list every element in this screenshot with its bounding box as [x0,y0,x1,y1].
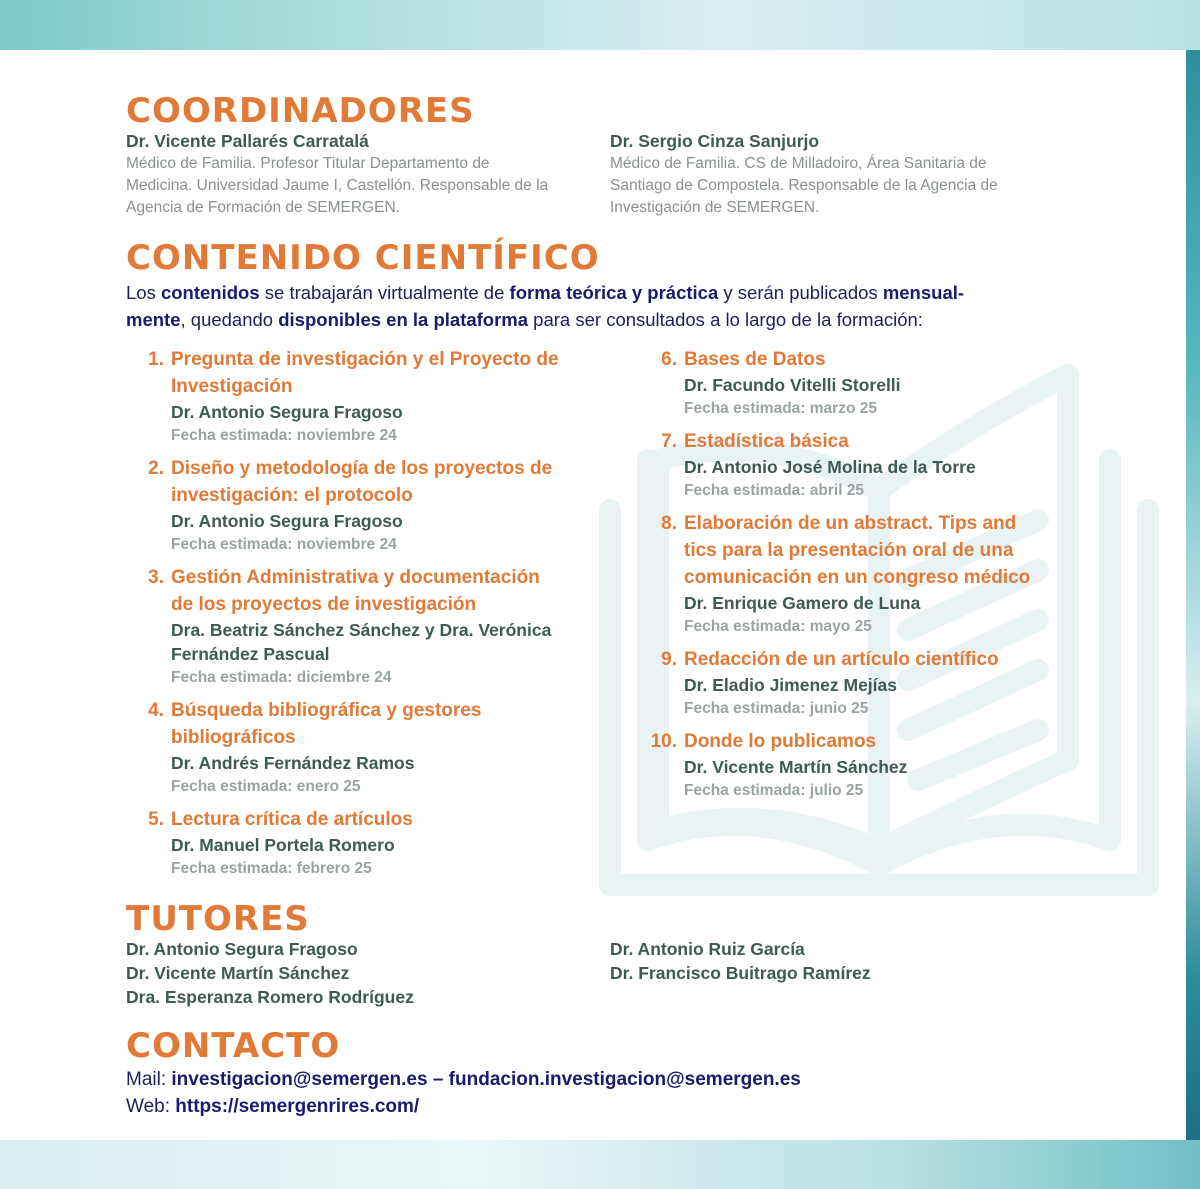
intro-emphasis: mente [126,309,181,330]
intro-text: Los [126,282,161,303]
module-author: Dr. Enrique Gamero de Luna [684,593,921,613]
module-title: Estadística básica [684,431,849,452]
web-label: Web: [126,1096,176,1117]
module-item [126,564,616,689]
intro-text: y serán publicados [718,282,883,303]
module-title: Pregunta de investigación y el Proyecto de [171,349,559,370]
module-date: Fecha estimada: diciembre 24 [171,669,392,686]
module-title: Investigación [171,376,293,397]
module-author: Dr. Antonio José Molina de la Torre [684,457,976,477]
module-date: Fecha estimada: noviembre 24 [171,536,397,553]
module-title: Redacción de un artículo científico [684,649,999,670]
module-number: 7. [661,431,677,452]
module-author: Dr. Andrés Fernández Ramos [171,753,415,773]
module-date: Fecha estimada: enero 25 [171,778,361,795]
module-title: Lectura crítica de artículos [171,809,413,830]
module-item [126,346,616,447]
contact-block [126,1066,801,1120]
module-title: bibliográficos [171,727,296,748]
tutor-name: Dra. Esperanza Romero Rodríguez [126,987,414,1007]
module-author: Dr. Vicente Martín Sánchez [684,757,908,777]
intro-text: se trabajarán virtualmente de [259,282,510,303]
intro-emphasis: disponibles en la plataforma [278,309,529,330]
intro-text: para ser consultados a lo largo de la formación: [528,309,923,330]
module-title: comunicación en un congreso médico [684,567,1031,588]
module-date: Fecha estimada: junio 25 [684,700,869,717]
contenido-heading: CONTENIDO CIENTÍFICO [126,238,600,278]
module-author: Dra. Beatriz Sánchez Sánchez y Dra. Verónica [171,620,552,640]
module-list-left [126,346,616,888]
module-item [126,697,616,798]
module-item [126,806,616,880]
coordinadores-heading: COORDINADORES [126,91,475,131]
module-title: Bases de Datos [684,349,826,370]
top-decorative-band [0,0,1200,50]
module-item [639,510,1109,638]
coordinator-desc-line: Médico de Familia. CS de Milladoiro, Área Sanitaria de [610,155,987,172]
tutor-name: Dr. Antonio Segura Fragoso [126,939,358,959]
tutor-name: Dr. Antonio Ruiz García [610,939,805,959]
tutor-name: Dr. Vicente Martín Sánchez [126,963,350,983]
mail-separator: – [427,1069,449,1090]
intro-emphasis: contenidos [160,282,260,303]
coordinator-name: Dr. Sergio Cinza Sanjurjo [610,131,820,151]
module-author: Dr. Antonio Segura Fragoso [171,511,403,531]
module-date: Fecha estimada: abril 25 [684,482,865,499]
tutores-list-left [126,937,414,1009]
module-number: 10. [650,731,677,752]
contact-web-line [126,1093,801,1120]
module-number: 3. [148,567,164,588]
mail-link[interactable]: fundacion.investigacion@semergen.es [448,1069,801,1090]
module-number: 5. [148,809,164,830]
module-date: Fecha estimada: julio 25 [684,782,864,799]
module-item [639,346,1109,420]
module-item [639,728,1109,802]
module-title: de los proyectos de investigación [171,594,477,615]
module-title: Búsqueda bibliográfica y gestores [171,700,482,721]
mail-label: Mail: [126,1069,172,1090]
coordinator-desc-line: Investigación de SEMERGEN. [610,199,820,216]
tutores-heading: TUTORES [126,899,310,939]
mail-link[interactable]: investigacion@semergen.es [171,1069,428,1090]
module-title: Diseño y metodología de los proyectos de [171,458,553,479]
module-list-right [639,346,1109,810]
module-author: Dr. Facundo Vitelli Storelli [684,375,901,395]
module-item [639,428,1109,502]
module-author: Dr. Eladio Jimenez Mejías [684,675,897,695]
module-author: Fernández Pascual [171,644,330,664]
coordinator-desc-line: Santiago de Compostela. Responsable de la Agencia de [610,177,998,194]
module-title: tics para la presentación oral de una [684,540,1014,561]
contenido-intro [126,279,1086,333]
contact-mail-line [126,1066,801,1093]
module-item [639,646,1109,720]
coordinator-card [610,129,1070,219]
right-decorative-edge [1186,50,1200,1140]
module-date: Fecha estimada: noviembre 24 [171,427,397,444]
module-title: Elaboración de un abstract. Tips and [684,513,1017,534]
coordinator-card [126,129,596,219]
intro-text: , quedando [180,309,279,330]
module-number: 1. [148,349,164,370]
module-number: 6. [661,349,677,370]
contacto-heading: CONTACTO [126,1026,341,1066]
module-number: 2. [148,458,164,479]
module-number: 9. [661,649,677,670]
module-date: Fecha estimada: febrero 25 [171,860,372,877]
coordinator-name: Dr. Vicente Pallarés Carratalá [126,131,369,151]
module-author: Dr. Antonio Segura Fragoso [171,402,403,422]
module-title: investigación: el protocolo [171,485,413,506]
module-author: Dr. Manuel Portela Romero [171,835,395,855]
module-item [126,455,616,556]
module-title: Donde lo publicamos [684,731,877,752]
coordinator-desc-line: Agencia de Formación de SEMERGEN. [126,199,400,216]
web-link[interactable]: https://semergenrires.com/ [175,1096,420,1117]
module-number: 4. [148,700,164,721]
tutores-list-right [610,937,871,985]
coordinator-desc-line: Médico de Familia. Profesor Titular Departamento de [126,155,490,172]
module-number: 8. [661,513,677,534]
module-title: Gestión Administrativa y documentación [171,567,540,588]
tutor-name: Dr. Francisco Buitrago Ramírez [610,963,871,983]
module-date: Fecha estimada: marzo 25 [684,400,877,417]
intro-emphasis: forma teórica y práctica [509,282,719,303]
module-date: Fecha estimada: mayo 25 [684,618,872,635]
bottom-decorative-band [0,1140,1200,1189]
coordinator-desc-line: Medicina. Universidad Jaume I, Castellón. Responsable de la [126,177,549,194]
intro-emphasis: mensual- [882,282,965,303]
